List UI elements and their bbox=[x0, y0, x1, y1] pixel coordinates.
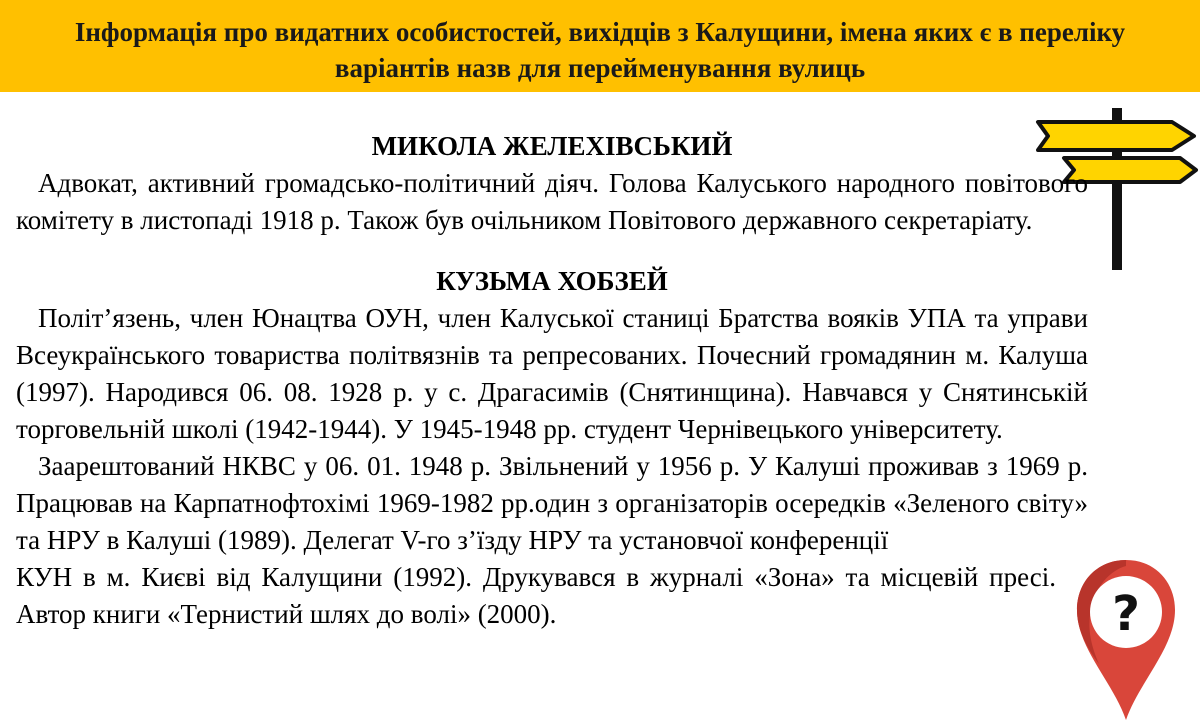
person-bio-khobzei-3: КУН в м. Києві від Калущини (1992). Друкувався в журналі «Зона» та місцевій пресі. Автор книги «Тернистий шлях до волі» (2000). bbox=[16, 562, 1056, 629]
header-banner bbox=[0, 0, 1200, 92]
person-name-khobzei: КУЗЬМА ХОБЗЕЙ bbox=[436, 266, 668, 296]
header-title-line1: Інформація про видатних особистостей, вихідців з Калущини, імена яких є в переліку bbox=[74, 17, 1126, 47]
map-pin-question-icon bbox=[1073, 556, 1179, 724]
content-area bbox=[16, 128, 1088, 633]
header-title-line2: варіантів назв для перейменування вулиць bbox=[334, 53, 866, 83]
person-bio-khobzei-1: Політ’язень, член Юнацтва ОУН, член Калуської станиці Братства вояків УПА та управи Всеукраїнського товариства політвязнів та репресованих. Почесний громадянин м. Калуша (1997). Народився 06. 08. 1928 р. у с. Драгасимів (Снятинщина). Навчався у Снятинській торговельній школі (1942-1944). У 1945-1948 рр. студент Чернівецького університету. bbox=[16, 303, 1088, 444]
question-mark-icon: ? bbox=[1112, 586, 1140, 642]
person-name-zhelekhivskyi: МИКОЛА ЖЕЛЕХІВСЬКИЙ bbox=[371, 131, 733, 161]
person-bio-khobzei-2: Заарештований НКВС у 06. 01. 1948 р. Звільнений у 1956 р. У Калуші проживав з 1969 р. Працював на Карпатнофтохімі 1969-1982 рр.один з організаторів осередків «Зеленого світу» та НРУ в Калуші (1989). Делегат V-го з’їзду НРУ та установчої конференції bbox=[16, 451, 1088, 555]
person-bio-zhelekhivskyi: Адвокат, активний громадсько-політичний діяч. Голова Калуського народного повітового комітету в листопаді 1918 р. Також був очільником Повітового державного секретаріату. bbox=[16, 168, 1088, 235]
